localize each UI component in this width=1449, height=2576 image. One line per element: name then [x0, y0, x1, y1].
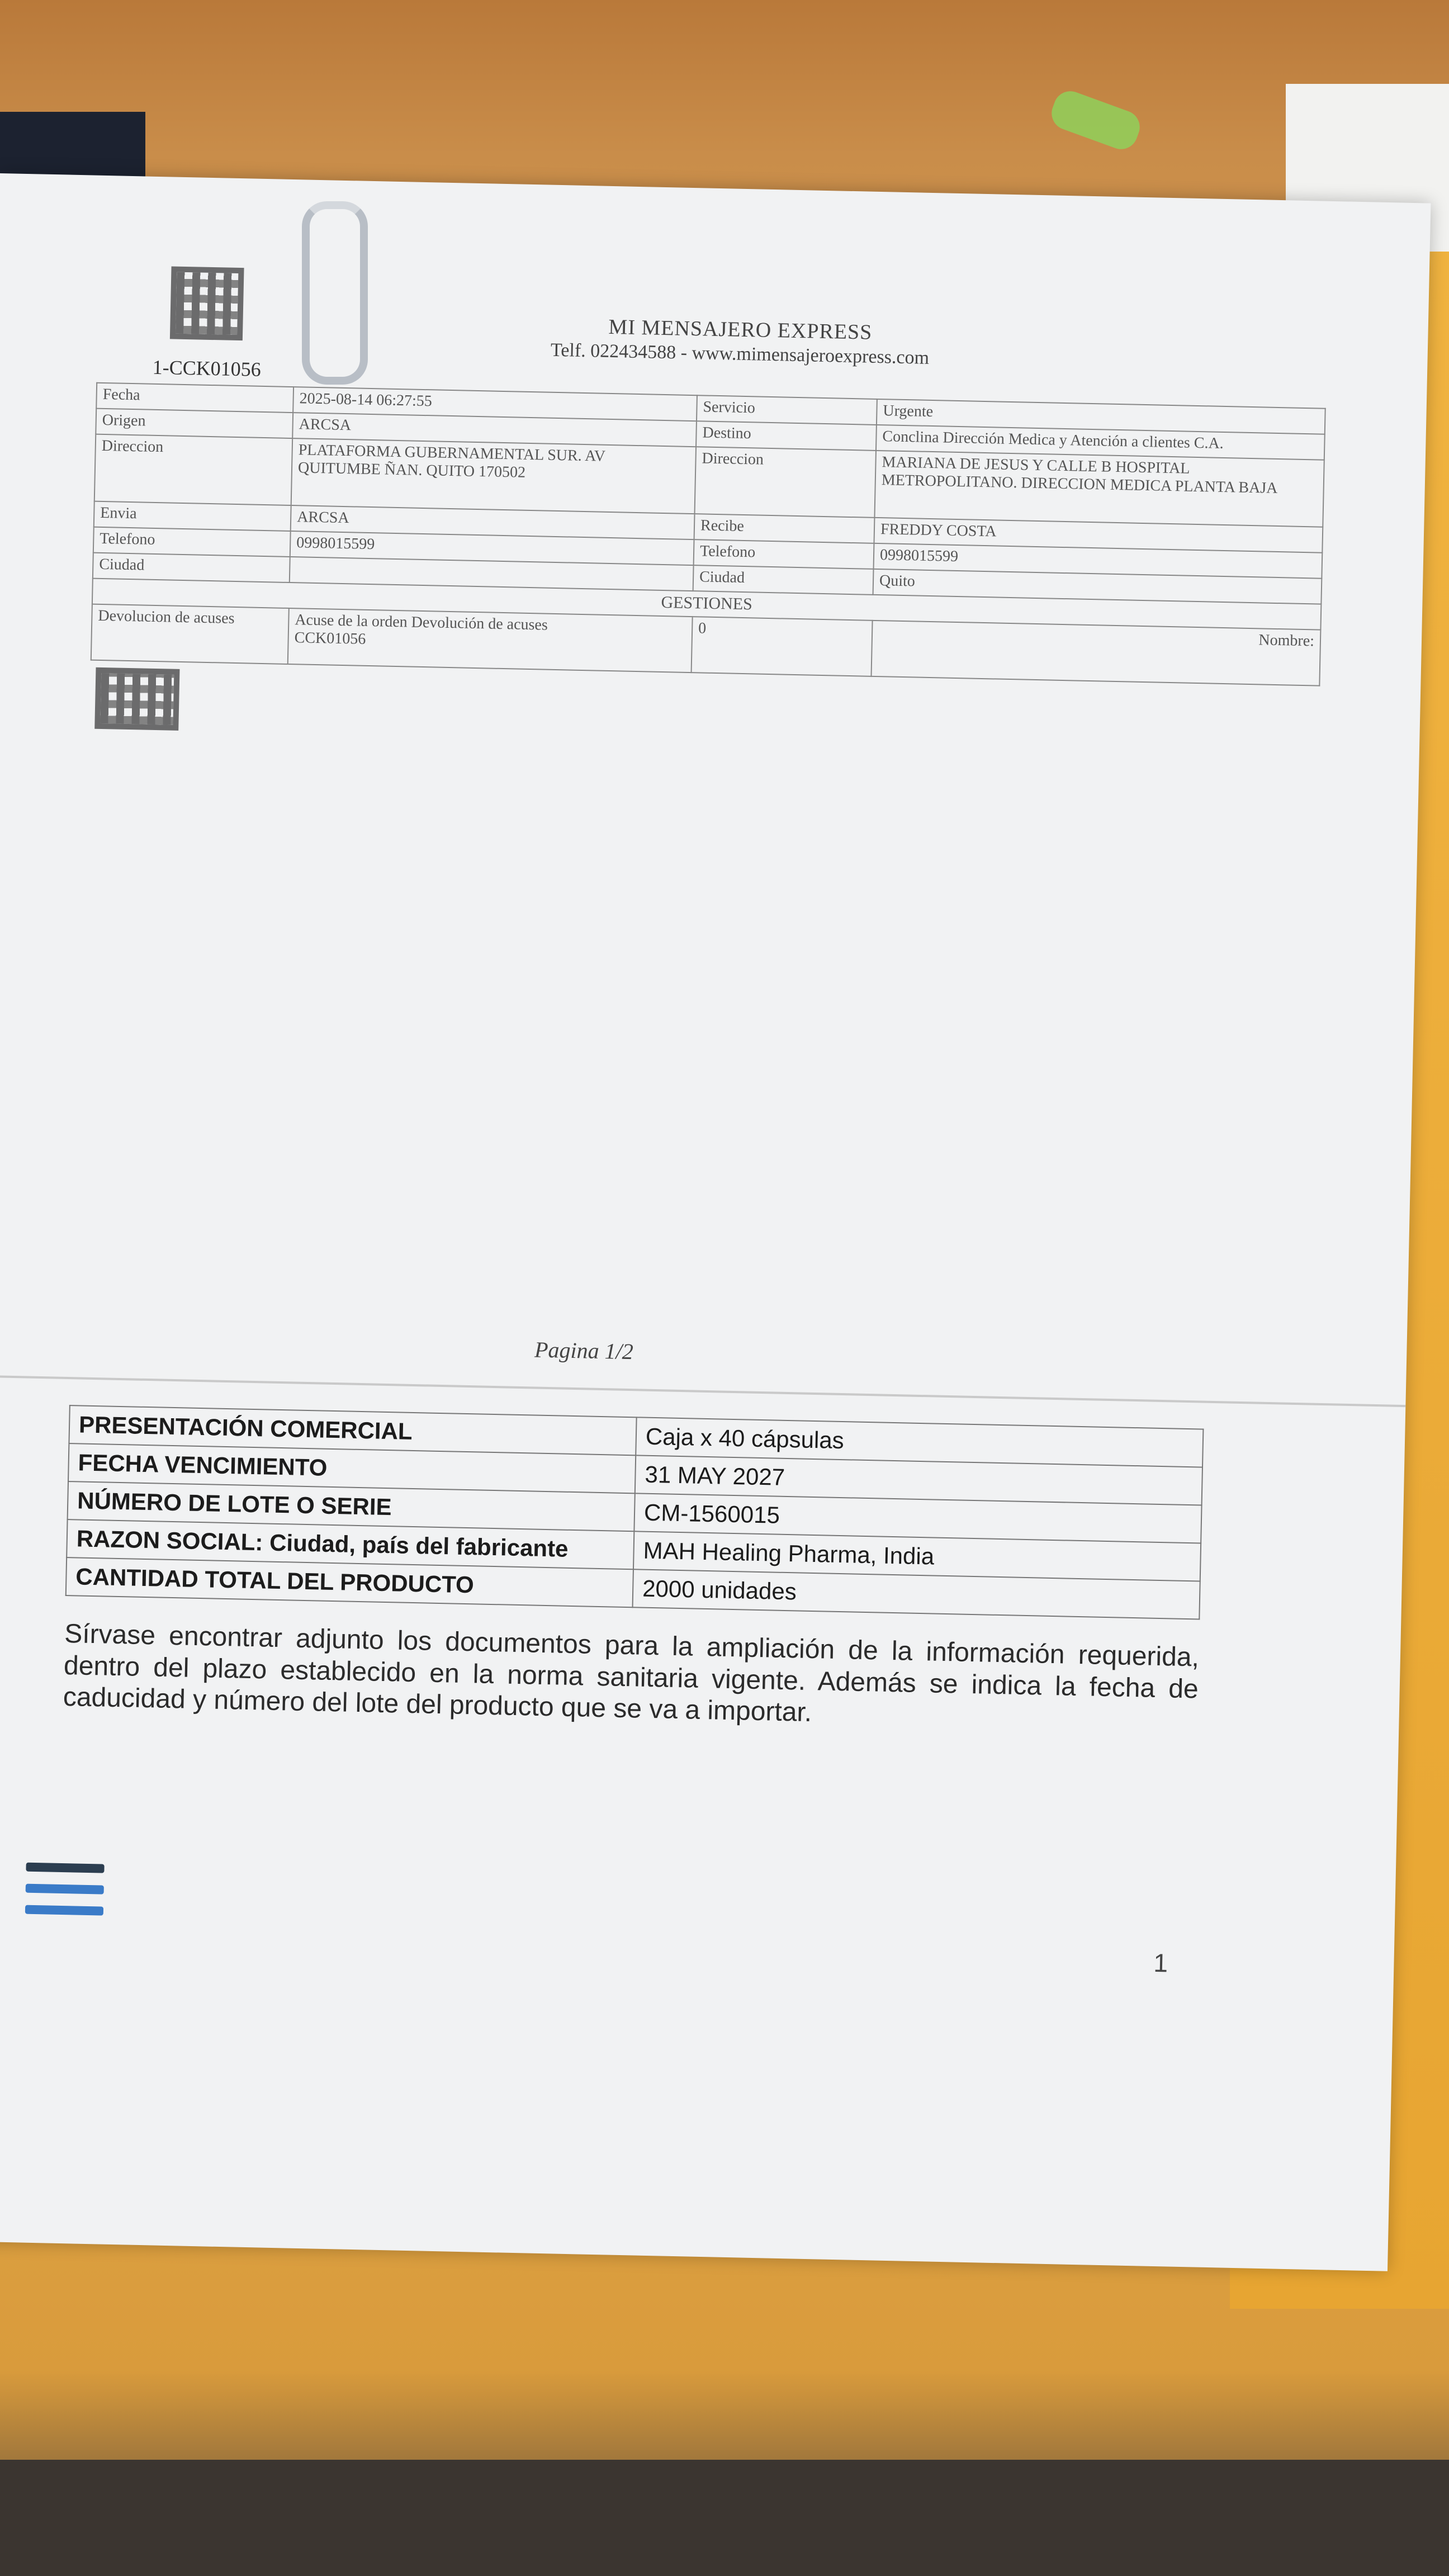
destino-direccion-value: MARIANA DE JESUS Y CALLE B HOSPITAL METROPOLITANO. DIRECCION MEDICA PLANTA BAJA [874, 451, 1324, 527]
envia-label: Envia [94, 501, 291, 531]
body-paragraph: Sírvase encontrar adjunto los documentos para la ampliación de la información requerida, dentro del plazo establecido en la norma sanitaria vigente. Además se indica la fecha de caducidad y número del lote del producto que se va a importar. [63, 1618, 1200, 1728]
acuse-cell [288, 608, 693, 673]
qr-code-small-icon [94, 667, 179, 731]
product-table [65, 1405, 1204, 1620]
logo-bar-blue [26, 1884, 104, 1895]
page-number: 1 [1153, 1948, 1168, 1978]
envia-value: ARCSA [291, 505, 695, 539]
acuse-code: CCK01056 [294, 629, 366, 648]
product-value: Caja x 40 cápsulas [636, 1417, 1203, 1467]
servicio-label: Servicio [697, 395, 877, 425]
recibe-value: FREDDY COSTA [874, 518, 1323, 553]
pagina-label: Pagina 1/2 [534, 1337, 634, 1365]
gestiones-label: GESTIONES [92, 579, 1321, 630]
lower-document [63, 1405, 1276, 1978]
product-key: PRESENTACIÓN COMERCIAL [69, 1405, 636, 1455]
company-name: MI MENSAJERO EXPRESS [608, 315, 873, 344]
fecha-label: Fecha [96, 383, 293, 413]
page-fold [0, 1375, 1405, 1408]
product-key: RAZON SOCIAL: Ciudad, país del fabricante [67, 1519, 634, 1569]
servicio-value: Urgente [877, 399, 1325, 434]
shipping-form [91, 382, 1326, 686]
fecha-value: 2025-08-14 06:27:55 [293, 387, 697, 421]
logo-bar-blue2 [25, 1905, 103, 1916]
product-value: 31 MAY 2027 [635, 1455, 1202, 1505]
logo-icon [25, 1863, 104, 1928]
direccion-label: Direccion [94, 434, 292, 505]
nombre-label: Nombre: [871, 621, 1320, 686]
telefono2-label: Telefono [694, 539, 874, 569]
document-sheet [0, 173, 1431, 2271]
ciudad-label: Ciudad [93, 553, 290, 583]
qr-code-icon [170, 266, 244, 340]
acuse-count: 0 [692, 617, 873, 676]
destino-direccion-label: Direccion [695, 447, 876, 518]
direccion-value: PLATAFORMA GUBERNAMENTAL SUR. AV QUITUMBE ÑAN. QUITO 170502 [291, 438, 696, 514]
recibe-label: Recibe [694, 514, 875, 543]
product-key: NÚMERO DE LOTE O SERIE [68, 1481, 635, 1531]
telefono-value: 0998015599 [290, 531, 694, 565]
telefono2-value: 0998015599 [874, 543, 1323, 579]
origen-value: ARCSA [292, 413, 697, 447]
acuse-label: Acuse de la orden Devolución de acuses [295, 611, 548, 634]
logo-bar-dark [26, 1863, 104, 1873]
destino-value: Conclina Dirección Medica y Atención a clientes C.A. [876, 425, 1325, 460]
paper-clip-icon [302, 201, 368, 385]
destino-label: Destino [696, 421, 877, 451]
product-key: FECHA VENCIMIENTO [68, 1443, 636, 1493]
product-value: CM-1560015 [634, 1493, 1201, 1543]
telefono-label: Telefono [93, 527, 291, 557]
product-value: MAH Healing Pharma, India [633, 1531, 1201, 1581]
ciudad2-label: Ciudad [693, 565, 874, 595]
product-key: CANTIDAD TOTAL DEL PRODUCTO [66, 1557, 633, 1607]
devolucion-label: Devolucion de acuses [91, 604, 289, 664]
company-header [432, 311, 1048, 372]
origen-label: Origen [96, 409, 293, 438]
product-value: 2000 unidades [633, 1569, 1200, 1619]
tracking-code: 1-CCK01056 [152, 356, 262, 381]
ciudad2-value: Quito [873, 569, 1322, 604]
floor [0, 2460, 1449, 2576]
company-contact: Telf. 022434588 - www.mimensajeroexpress.com [550, 339, 930, 368]
